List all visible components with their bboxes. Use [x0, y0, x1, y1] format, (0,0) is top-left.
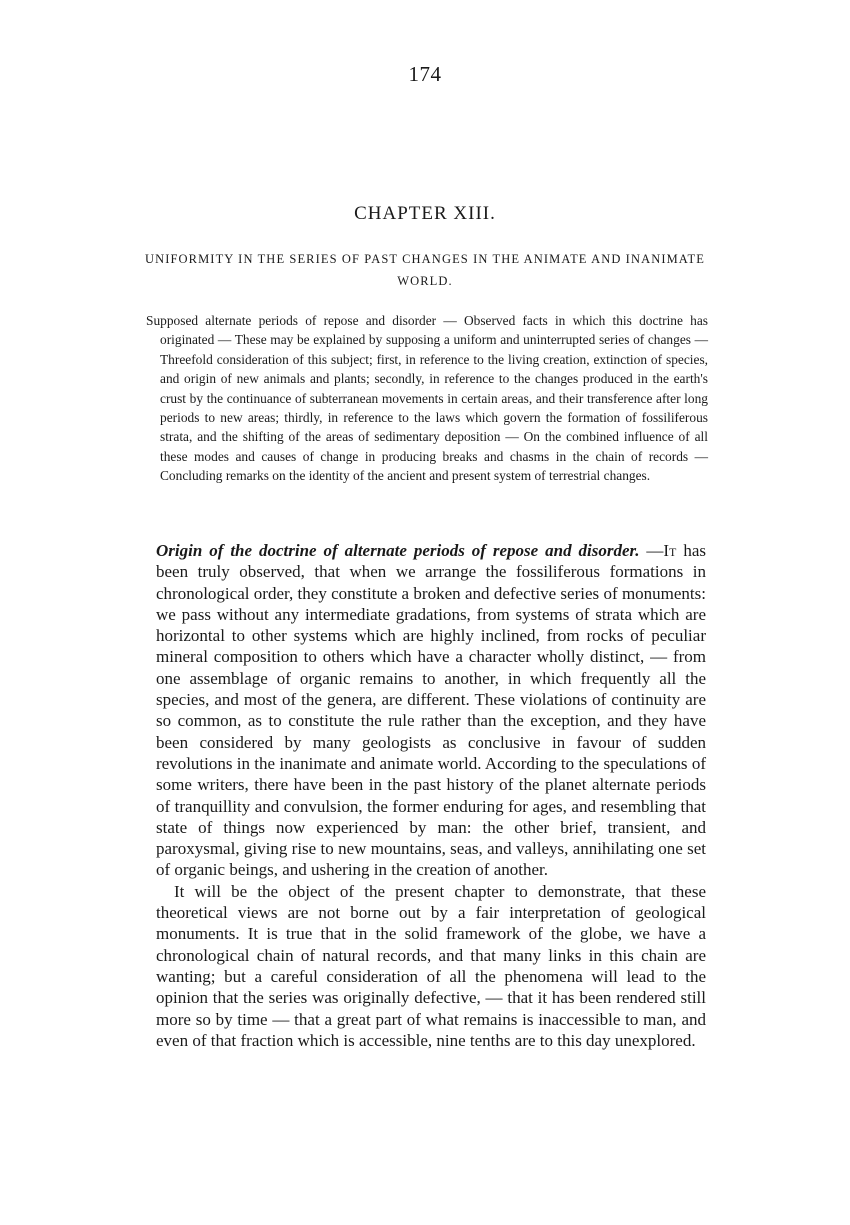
paragraph-1 — [156, 540, 706, 881]
section-heading: Origin of the doctrine of alternate periods of repose and disorder. — [156, 541, 640, 560]
chapter-title: CHAPTER XIII. — [354, 203, 496, 224]
paragraph-2: It will be the object of the present chapter to demonstrate, that these theoretical views are not borne out by a fair interpretation of geological monuments. It is true that in the solid framework of the globe, we have a chronological chain of natural records, and that many links in this chain are wanting; but a careful consideration of all the phenomena will lead to the opinion that the series was originally defective, — that it has been rendered still more so by time — that a great part of what remains is inaccessible to man, and even of that fraction which is accessible, nine tenths are to this day unexplored. — [156, 881, 706, 1050]
chapter-summary: Supposed alternate periods of repose and disorder — Observed facts in which this doctrine has originated — These may be explained by supposing a uniform and uninterrupted series of changes — Threefold consideration of this subject; first, in reference to the living creation, extinction of species, and origin of new animals and plants; secondly, in reference to the changes produced in the earth's crust by the continuance of subterranean movements in certain areas, and their transference after long periods to new areas; thirdly, in reference to the laws which govern the formation of fossiliferous strata, and the shifting of the areas of sedimentary deposition — On the combined influence of all these modes and causes of change in producing breaks and chasms in the chain of records — Concluding remarks on the identity of the ancient and present system of terrestrial changes. — [146, 313, 708, 484]
page-number: 174 — [408, 62, 442, 86]
paragraph-1-text: has been truly observed, that when we arrange the fossiliferous formations in chronological order, they constitute a broken and defective series of monuments: we pass without any intermediate gradations, from systems of strata which are horizontal to other systems which are highly inclined, from rocks of peculiar mineral composition to others which have a character wholly distinct, — from one assemblage of organic remains to another, in which frequently all the species, and most of the genera, are different. These violations of continuity are so common, as to constitute the rule rather than the exception, and they have been considered by many geologists as conclusive in favour of sudden revolutions in the inanimate and animate world. According to the speculations of some writers, there have been in the past history of the planet alternate periods of tranquillity and convulsion, the former enduring for ages, and resembling that state of things now experienced by man: the other brief, transient, and paroxysmal, giving rise to new mountains, seas, and valleys, annihilating one set of organic beings, and ushering in the creation of another. — [156, 541, 706, 880]
chapter-subtitle: UNIFORMITY IN THE SERIES OF PAST CHANGES IN THE ANIMATE AND INANIMATE WORLD. — [144, 252, 706, 288]
paragraph-1-lead: —It — [646, 541, 677, 560]
body-text — [156, 540, 706, 1051]
